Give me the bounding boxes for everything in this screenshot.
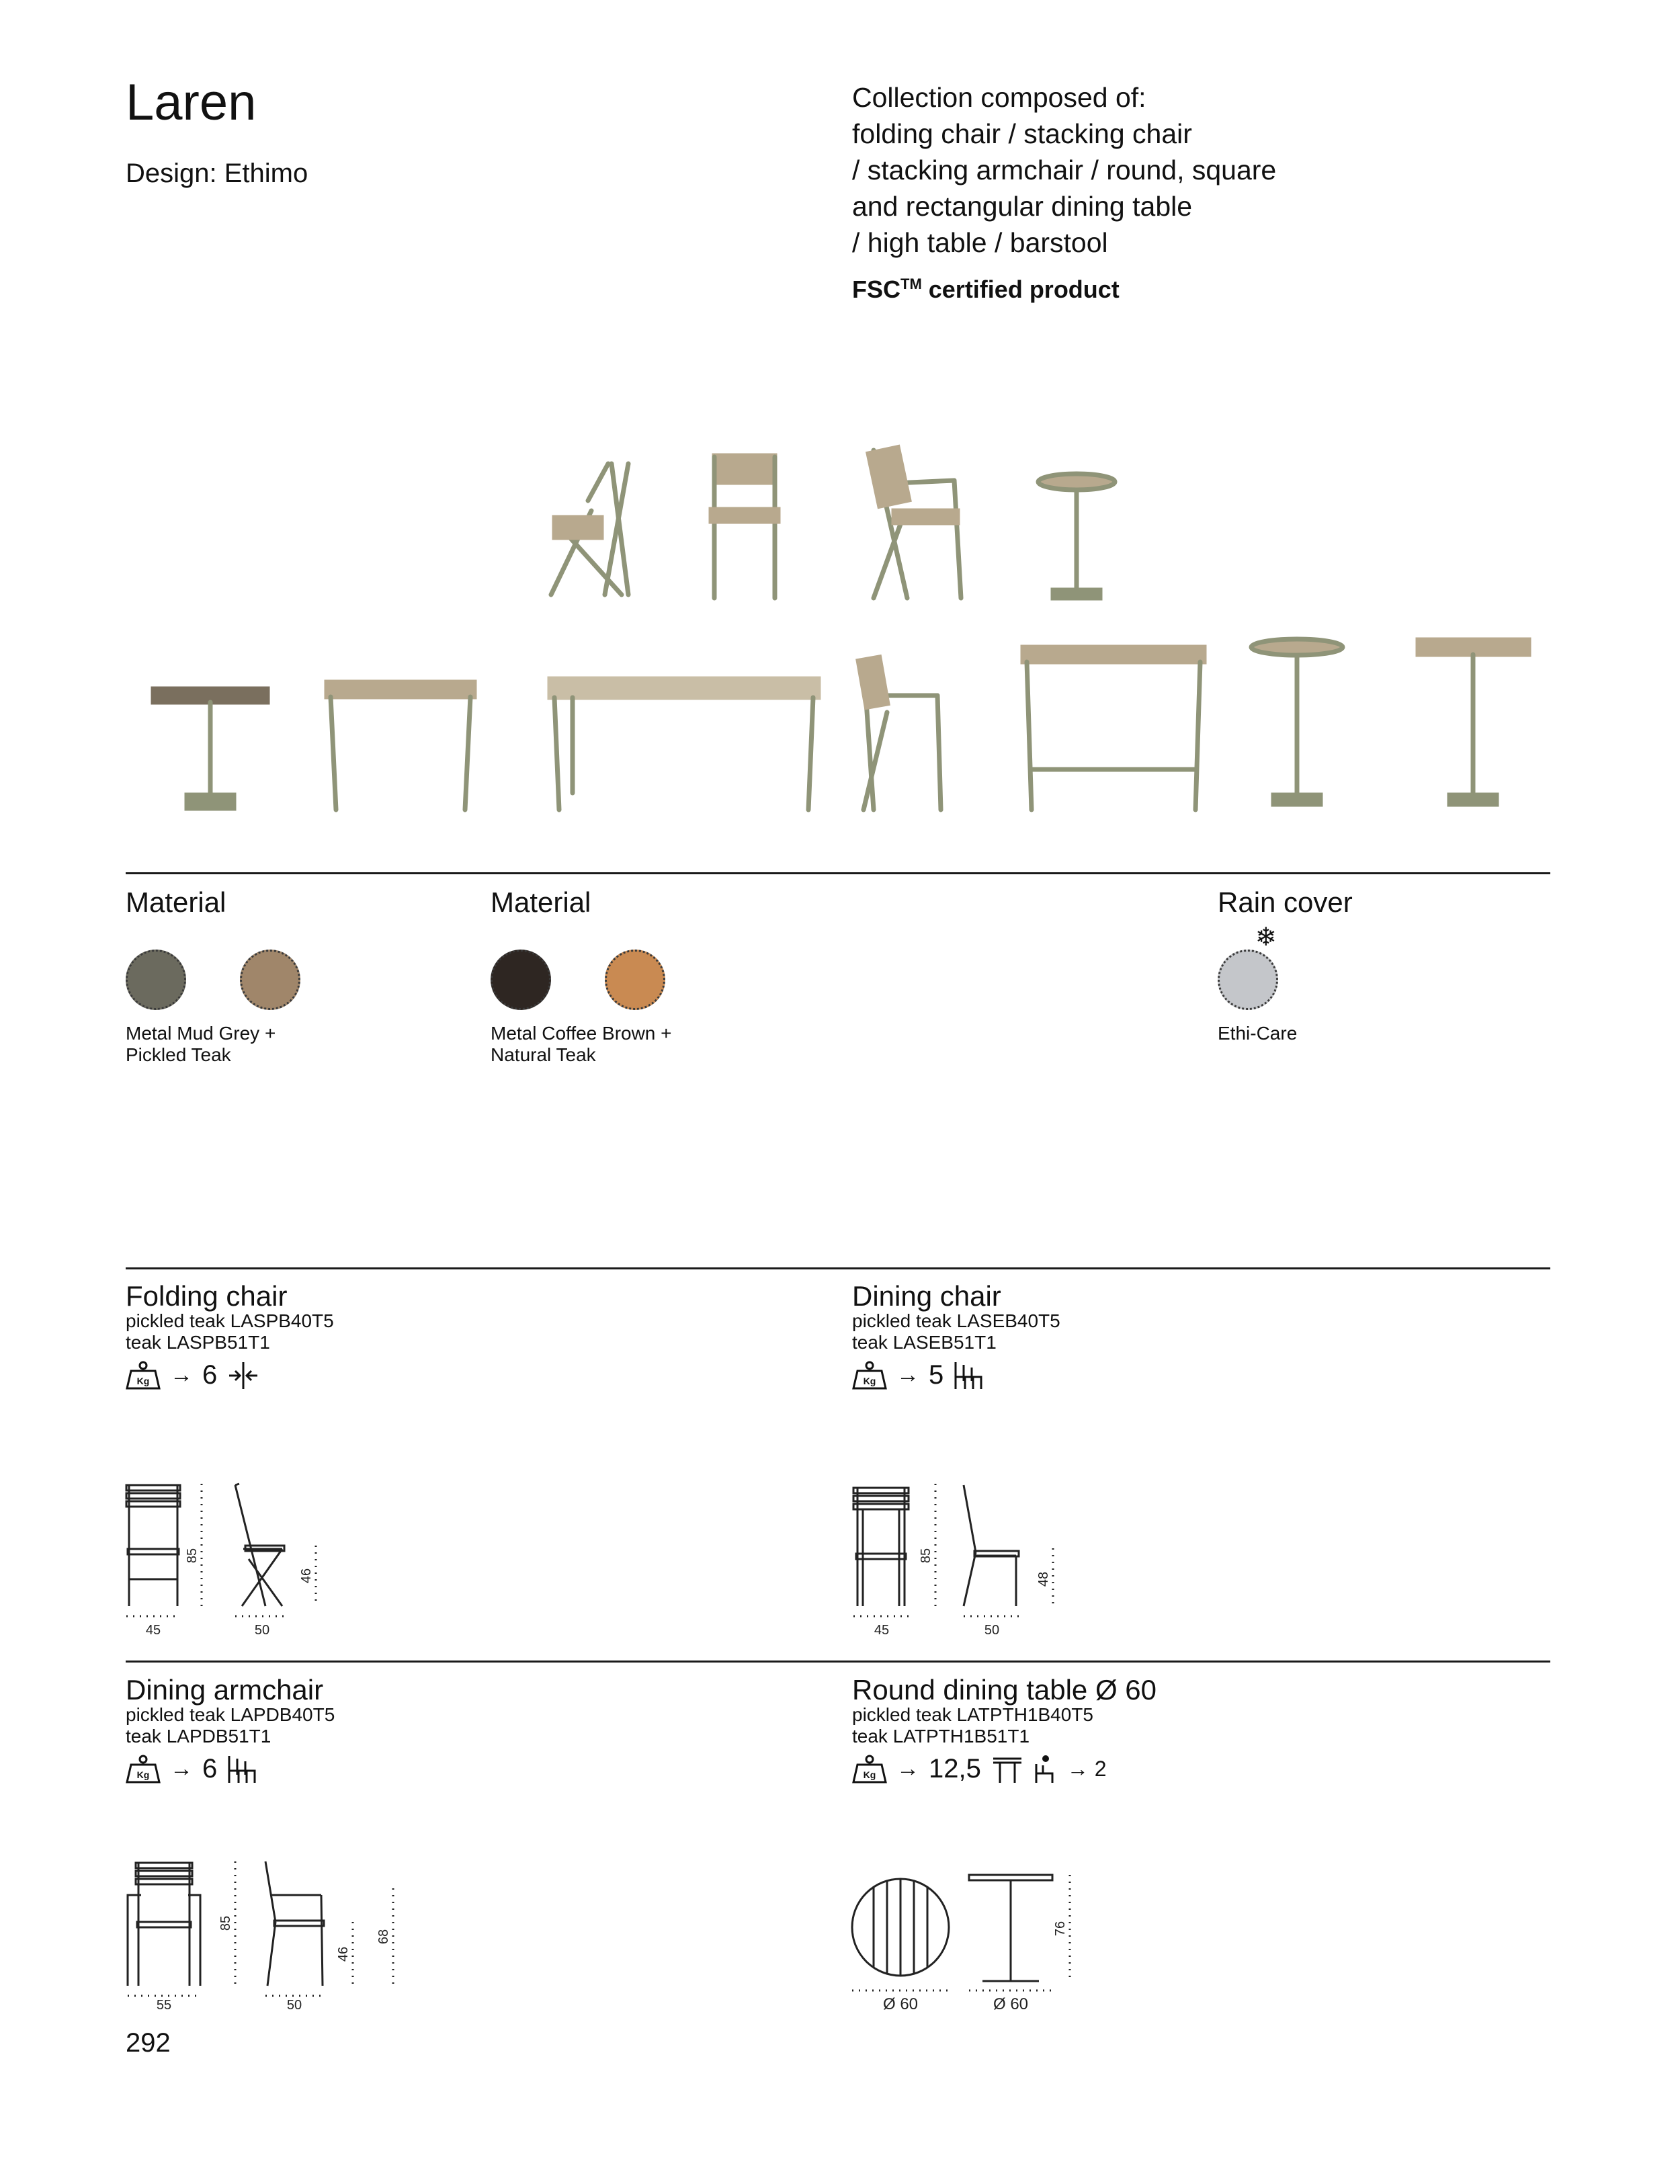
product-code: teak LATPTH1B51T1	[852, 1726, 1030, 1747]
product-title: Dining armchair	[126, 1674, 324, 1706]
weight-value: 6	[202, 1360, 218, 1390]
product-spec	[852, 1754, 1157, 1784]
page-title: Laren	[126, 74, 257, 131]
product-code: pickled teak LASEB40T5	[852, 1310, 1060, 1331]
dim-arm: 68	[376, 1929, 391, 1945]
svg-text:Kg: Kg	[136, 1375, 150, 1386]
round-high-table-photo	[1251, 639, 1343, 804]
product-title: Folding chair	[126, 1280, 288, 1312]
collection-line: folding chair / stacking chair	[852, 118, 1192, 149]
product-code: teak LASEB51T1	[852, 1332, 997, 1353]
large-rect-table-photo	[550, 679, 818, 810]
dim-depth: 50	[286, 1998, 302, 2013]
material-heading-1: Material	[126, 886, 226, 918]
swatch-metal-mud-grey	[126, 950, 186, 1010]
svg-text:Kg: Kg	[863, 1375, 876, 1386]
product-dining-chair	[852, 1282, 1060, 1390]
product-lineup-illustration	[0, 0, 1680, 874]
dim-width: 45	[874, 1623, 890, 1638]
divider-products-2	[126, 1661, 1550, 1663]
fsc-suffix: certified product	[921, 276, 1120, 303]
arrow-icon: →	[896, 1362, 919, 1388]
weight-icon	[852, 1361, 887, 1390]
dim-depth: 50	[984, 1623, 1000, 1638]
material-heading-2: Material	[491, 886, 591, 918]
foldable-icon	[226, 1361, 260, 1390]
page-number: 292	[126, 2028, 171, 2058]
table-icon	[991, 1755, 1024, 1784]
stackable-icon	[226, 1755, 257, 1784]
collection-line: / stacking armchair / round, square	[852, 155, 1277, 185]
rain-cover-heading: Rain cover	[1218, 886, 1353, 918]
swatch-metal-coffee-brown	[491, 950, 551, 1010]
product-code: pickled teak LATPTH1B40T5	[852, 1704, 1093, 1725]
product-code: teak LAPDB51T1	[126, 1726, 271, 1747]
fsc-prefix: FSC	[852, 276, 900, 303]
weight-icon	[126, 1361, 161, 1390]
barstool-photo	[858, 657, 941, 810]
dim-height: 85	[919, 1548, 933, 1564]
dining-chair-photo	[711, 456, 778, 598]
material-label-1	[126, 1023, 276, 1066]
collection-line: / high table / barstool	[852, 227, 1108, 258]
divider-products-1	[126, 1267, 1550, 1269]
round-table-drawing	[848, 1868, 1090, 2016]
high-rect-table-photo	[1023, 647, 1204, 810]
small-rect-table-photo	[327, 682, 474, 810]
product-spec	[852, 1360, 1060, 1390]
dim-seat: 46	[336, 1946, 351, 1962]
divider-materials	[126, 872, 1550, 874]
svg-text:Kg: Kg	[136, 1769, 150, 1780]
product-folding-chair	[126, 1282, 334, 1390]
rain-cover-label: Ethi-Care	[1218, 1023, 1298, 1044]
weight-icon	[852, 1755, 887, 1783]
product-code: teak LASPB51T1	[126, 1332, 270, 1353]
seats-count: → 2	[1066, 1757, 1107, 1781]
material-label-line: Metal Mud Grey +	[126, 1023, 276, 1044]
armchair-drawing	[121, 1855, 403, 2013]
swatch-ethi-care	[1218, 950, 1278, 1010]
product-round-dining-table	[852, 1676, 1157, 1784]
weight-value: 6	[202, 1754, 218, 1783]
product-code: pickled teak LASPB40T5	[126, 1310, 334, 1331]
snowflake-icon: ❄	[1255, 923, 1277, 952]
arrow-icon: →	[170, 1756, 193, 1781]
dim-seat: 46	[299, 1568, 314, 1584]
material-label-line: Natural Teak	[491, 1044, 596, 1065]
product-title: Dining chair	[852, 1280, 1001, 1312]
square-table-photo	[153, 689, 267, 808]
weight-icon	[126, 1755, 161, 1783]
weight-value: 12,5	[929, 1754, 981, 1783]
fsc-tm: TM	[900, 276, 922, 292]
product-spec	[126, 1754, 335, 1784]
folding-chair-drawing	[121, 1478, 343, 1640]
collection-line: Collection composed of:	[852, 82, 1146, 113]
folding-chair-photo	[551, 464, 628, 595]
dim-width: 45	[145, 1623, 161, 1638]
material-label-line: Metal Coffee Brown +	[491, 1023, 672, 1044]
seated-person-icon	[1034, 1755, 1058, 1784]
product-dining-armchair	[126, 1676, 335, 1784]
stackable-icon	[953, 1361, 984, 1390]
swatch-pickled-teak	[240, 950, 300, 1010]
square-high-table-photo	[1418, 640, 1529, 804]
product-code: pickled teak LAPDB40T5	[126, 1704, 335, 1725]
dim-diameter-top: Ø 60	[882, 1995, 919, 2013]
weight-value: 5	[929, 1360, 944, 1390]
round-table-photo	[1038, 474, 1115, 598]
armchair-photo	[868, 448, 961, 598]
dim-height: 85	[185, 1548, 200, 1564]
product-title: Round dining table Ø 60	[852, 1674, 1157, 1706]
dim-height: 76	[1053, 1921, 1068, 1937]
designer-credit: Design: Ethimo	[126, 159, 308, 188]
material-label-2	[491, 1023, 672, 1066]
dining-chair-drawing	[848, 1478, 1070, 1640]
material-label-line: Pickled Teak	[126, 1044, 231, 1065]
dim-depth: 50	[254, 1623, 270, 1638]
svg-text:Kg: Kg	[863, 1769, 876, 1780]
dim-seat: 48	[1036, 1571, 1051, 1587]
arrow-icon: →	[896, 1756, 919, 1781]
dim-diameter-side: Ø 60	[993, 1995, 1029, 2013]
dim-width: 55	[156, 1998, 172, 2013]
dim-height: 85	[218, 1915, 233, 1931]
product-spec	[126, 1360, 334, 1390]
swatch-natural-teak	[605, 950, 665, 1010]
arrow-icon: →	[170, 1362, 193, 1388]
collection-line: and rectangular dining table	[852, 191, 1193, 222]
